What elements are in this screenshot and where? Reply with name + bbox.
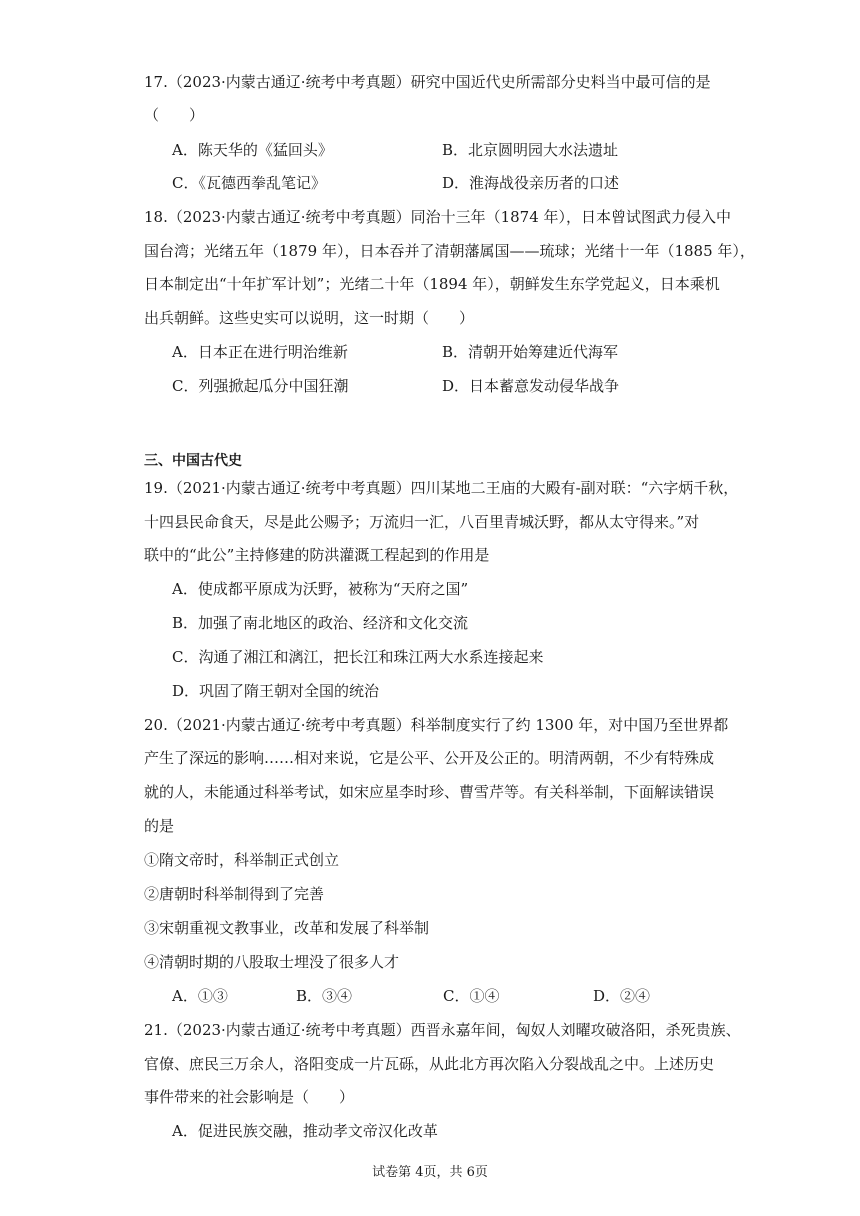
q17-stem-line-1: 17.（2023·内蒙古通辽·统考中考真题）研究中国近代史所需部分史料当中最可信的是 (144, 73, 711, 91)
q17-option-c: C．《瓦德西拳乱笔记》 (172, 174, 326, 192)
q21-stem-line-3: 事件带来的社会影响是（ ） (144, 1088, 355, 1106)
q19-option-a: A．使成都平原成为沃野，被称为“天府之国” (172, 580, 469, 598)
q19-option-d: D．巩固了隋王朝对全国的统治 (172, 682, 380, 700)
q20-option-c: C．①④ (443, 987, 500, 1005)
q18-stem-line-1: 18.（2023·内蒙古通辽·统考中考真题）同治十三年（1874 年），日本曾试图武力侵入中 (144, 208, 732, 226)
q18-option-c: C．列强掀起瓜分中国狂潮 (172, 377, 349, 395)
q20-statement-2: ②唐朝时科举制得到了完善 (144, 885, 325, 903)
q20-stem-line-4: 的是 (144, 817, 175, 835)
q20-stem-line-3: 就的人，未能通过科举考试，如宋应星李时珍、曹雪芹等。有关科举制，下面解读错误 (144, 783, 715, 801)
q19-option-c: C．沟通了湘江和漓江，把长江和珠江两大水系连接起来 (172, 648, 544, 666)
q20-statement-3: ③宋朝重视文教事业，改革和发展了科举制 (144, 919, 430, 937)
q18-option-a: A．日本正在进行明治维新 (172, 343, 348, 361)
q20-statement-1: ①隋文帝时，科举制正式创立 (144, 851, 340, 869)
q17-option-a: A．陈天华的《猛回头》 (172, 141, 333, 159)
q20-option-a: A．①③ (172, 987, 228, 1005)
q20-option-d: D．②④ (593, 987, 651, 1005)
q18-stem-line-3: 日本制定出“十年扩军计划”；光绪二十年（1894 年），朝鲜发生东学党起义，日本乘机 (144, 275, 720, 293)
q21-stem-line-2: 官僚、庶民三万余人，洛阳变成一片瓦砾，从此北方再次陷入分裂战乱之中。上述历史 (144, 1055, 715, 1073)
section-heading: 三、中国古代史 (144, 453, 242, 469)
q18-option-d: D．日本蓄意发动侵华战争 (442, 377, 620, 395)
page-number-footer: 试卷第 4页，共 6页 (372, 1165, 488, 1180)
q19-option-b: B．加强了南北地区的政治、经济和文化交流 (172, 614, 469, 632)
q21-stem-line-1: 21.（2023·内蒙古通辽·统考中考真题）西晋永嘉年间，匈奴人刘曜攻破洛阳，杀死贵族、 (144, 1021, 741, 1039)
q20-option-b: B．③④ (296, 987, 353, 1005)
q20-stem-line-1: 20.（2021·内蒙古通辽·统考中考真题）科举制度实行了约 1300 年，对中国乃至世界都 (144, 716, 729, 734)
q19-stem-line-3: 联中的“此公”主持修建的防洪灌溉工程起到的作用是 (144, 546, 490, 564)
q19-stem-line-1: 19.（2021·内蒙古通辽·统考中考真题）四川某地二王庙的大殿有-副对联：“六字炳千秋， (144, 479, 739, 497)
q18-option-b: B．清朝开始筹建近代海军 (442, 343, 619, 361)
q17-stem-line-2: （ ） (144, 106, 205, 124)
q19-stem-line-2: 十四县民命食天，尽是此公赐予；万流归一汇，八百里青城沃野，都从太守得来。”对 (144, 513, 700, 531)
q20-statement-4: ④清朝时期的八股取士埋没了很多人才 (144, 953, 400, 971)
q21-option-a: A．促进民族交融，推动孝文帝汉化改革 (172, 1122, 438, 1140)
q18-stem-line-2: 国台湾；光绪五年（1879 年），日本吞并了清朝藩属国——琉球；光绪十一年（1885 年）， (144, 242, 755, 260)
q17-option-d: D．淮海战役亲历者的口述 (442, 174, 620, 192)
q20-stem-line-2: 产生了深远的影响……相对来说，它是公平、公开及公正的。明清两朝，不少有特殊成 (144, 749, 715, 767)
q18-stem-line-4: 出兵朝鲜。这些史实可以说明，这一时期（ ） (144, 309, 475, 327)
q17-option-b: B．北京圆明园大水法遗址 (442, 141, 619, 159)
